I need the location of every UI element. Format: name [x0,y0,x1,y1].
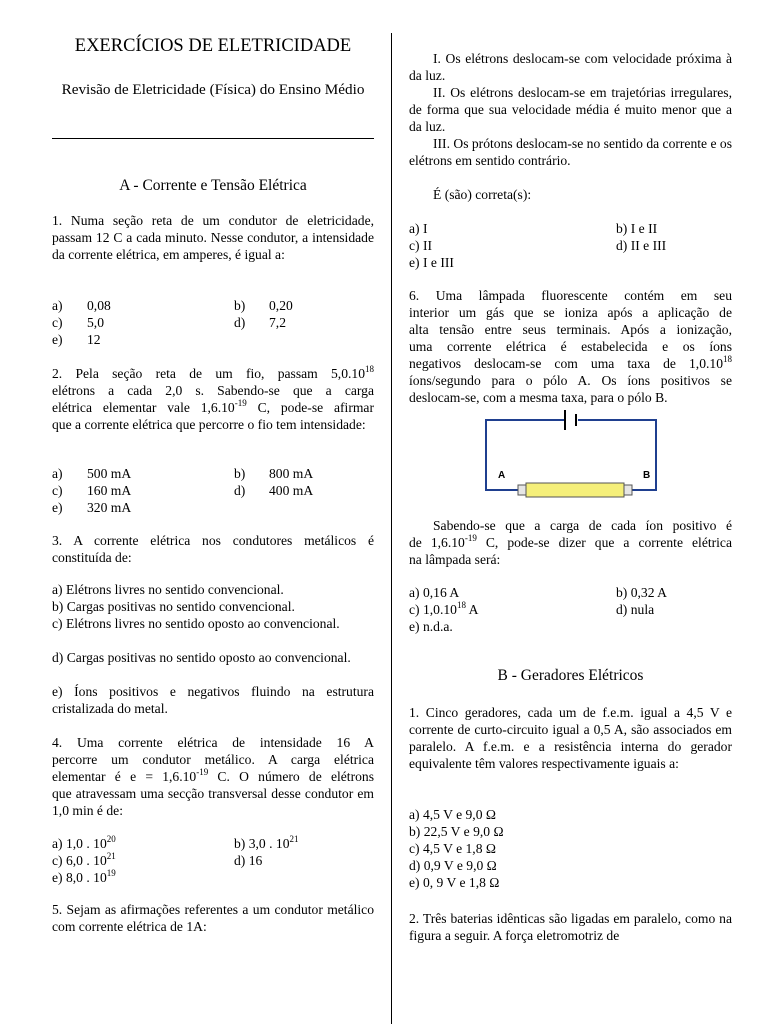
option-value: 320 mA [87,500,132,515]
option-item: c) Elétrons livres no sentido oposto ao convencional. [52,616,340,631]
fluorescent-lamp [526,483,624,497]
option-item: d) nula [616,602,655,617]
question-a4-line3: elementar é $e = 1,6.10^{-19}$ C. O número de elétrons [52,767,374,784]
option-item: d) 16 [234,853,263,868]
question-a6-after: de $1,6.10^{-19}$ C, pode-se dizer que a corrente elétrica [409,533,732,550]
question-a2-line3: elétrica elementar vale $1,6.10^{-19}$ C, pode-se afirmar [52,398,374,415]
option-item: c) 4,5 V e 1,8 Ω [409,841,496,856]
pole-a-label: A [498,470,506,481]
question-a6-line: negativos deslocam-se com uma taxa de 1,0.10$^{18}$ [409,354,732,371]
option-item: e) I e III [409,255,454,270]
option-value: 5,0 [87,315,104,330]
option-item: b) 3,0 . $10^{21}$ [234,834,299,851]
option-item: e) 8,0 . $10^{19}$ [52,868,116,885]
option-item: c) II [409,238,433,253]
option-letter: a) [52,298,63,313]
column-divider [391,33,392,1024]
option-letter: e) [52,332,63,347]
question-a6-after: na lâmpada será: [409,552,501,567]
option-value: 0,20 [269,298,293,313]
option-item: d) 0,9 V e 9,0 Ω [409,858,497,873]
pole-b-label: B [643,470,651,481]
question-a5: 5. Sejam as afirmações referentes a um condutor metálico com corrente elétrica de 1A: [52,902,374,934]
lamp-terminal-a [518,485,526,495]
option-value: 400 mA [269,483,314,498]
option-item: d) Cargas positivas no sentido oposto ao convencional. [52,650,351,665]
option-letter: e) [52,500,63,515]
question-a4-line2: percorre um condutor metálico. A carga elétrica [52,752,374,767]
question-a6-line: 6. Uma lâmpada fluorescente contém em seu [409,288,732,303]
option-item: c) 6,0 . $10^{21}$ [52,851,116,868]
question-a6-line: deslocam-se, com a mesma taxa, para o pólo B. [409,390,668,405]
question-b1: 1. Cinco geradores, cada um de f.e.m. igual a 4,5 V e corrente de curto-circuito igual a 0,5 A, são associados em paralelo. A f.e.m. e a resistência interna do gerador equivalente têm valores respectivamente iguais a: [409,705,732,771]
option-value: 7,2 [269,315,286,330]
option-letter: c) [52,483,63,498]
question-prompt: É (são) correta(s): [433,187,532,202]
question-a6-line: uma corrente elétrica é estabelecida e os íons [409,339,732,354]
question-a2-rest: que a corrente elétrica que percorre o fio tem intensidade: [52,417,366,432]
statement-2: II. Os elétrons deslocam-se em trajetórias irregulares, de forma que sua velocidade média é muito menor que a da luz. [409,85,732,134]
option-item: a) 0,16 A [409,585,460,600]
lamp-terminal-b [624,485,632,495]
option-item: e) Íons positivos e negativos fluindo na estrutura cristalizada do metal. [52,684,374,716]
question-a3: 3. A corrente elétrica nos condutores metálicos é constituída de: [52,533,374,565]
option-letter: b) [234,466,246,481]
circuit-diagram [484,408,666,500]
page-title: EXERCÍCIOS DE ELETRICIDADE [74,36,352,56]
option-item: a) I [409,221,428,236]
option-item: a) 1,0 . $10^{20}$ [52,834,116,851]
option-value: 160 mA [87,483,132,498]
option-item: c) 1,0.10$^{18}$ A [409,600,479,617]
option-item: a) Elétrons livres no sentido convencional. [52,582,284,597]
option-item: a) 4,5 V e 9,0 Ω [409,807,496,822]
option-value: 500 mA [87,466,132,481]
option-item: b) Cargas positivas no sentido convencional. [52,599,295,614]
option-item: d) II e III [616,238,667,253]
option-value: 800 mA [269,466,314,481]
question-a4-rest: que atravessam uma secção transversal desse condutor em 1,0 min é de: [52,786,374,818]
question-a6-line: interior um gás que se ioniza após a aplicação de [409,305,732,320]
question-b2: 2. Três baterias idênticas são ligadas em paralelo, como na figura a seguir. A força eletromotriz de [409,911,732,943]
question-a2-line2: elétrons a cada 2,0 s. Sabendo-se que a carga [52,383,374,398]
statement-1: I. Os elétrons deslocam-se com velocidade próxima à da luz. [409,51,732,83]
option-item: b) 0,32 A [616,585,667,600]
page-subtitle: Revisão de Eletricidade (Física) do Ensino Médio [61,81,365,98]
option-value: 12 [87,332,101,347]
option-item: e) n.d.a. [409,619,453,634]
section-a-title: A - Corrente e Tensão Elétrica [119,177,307,194]
question-a4-line1: 4. Uma corrente elétrica de intensidade 16 A [52,735,374,750]
option-letter: b) [234,298,246,313]
option-letter: d) [234,315,246,330]
question-a2-line1: 2. Pela seção reta de um fio, passam 5,0.10$^{18}$ [52,364,374,381]
option-item: b) 22,5 V e 9,0 Ω [409,824,504,839]
section-b-title: B - Geradores Elétricos [497,667,644,684]
header-rule [52,138,374,139]
question-a6-line: alta tensão entre seus terminais. Após a ionização, [409,322,732,337]
question-a6-after: Sabendo-se que a carga de cada íon positivo é [433,518,732,533]
option-item: e) 0, 9 V e 1,8 Ω [409,875,500,890]
question-a6-line: íons/segundo para o pólo A. Os íons positivos se [409,373,732,388]
statement-3: III. Os prótons deslocam-se no sentido da corrente e os elétrons em sentido contrário. [409,136,732,168]
option-value: 0,08 [87,298,111,313]
option-letter: a) [52,466,63,481]
option-item: b) I e II [616,221,658,236]
option-letter: d) [234,483,246,498]
question-a1: 1. Numa seção reta de um condutor de eletricidade, passam 12 C a cada minuto. Nesse condutor, a intensidade da corrente elétrica, em amperes, é igual a: [52,213,374,262]
option-letter: c) [52,315,63,330]
